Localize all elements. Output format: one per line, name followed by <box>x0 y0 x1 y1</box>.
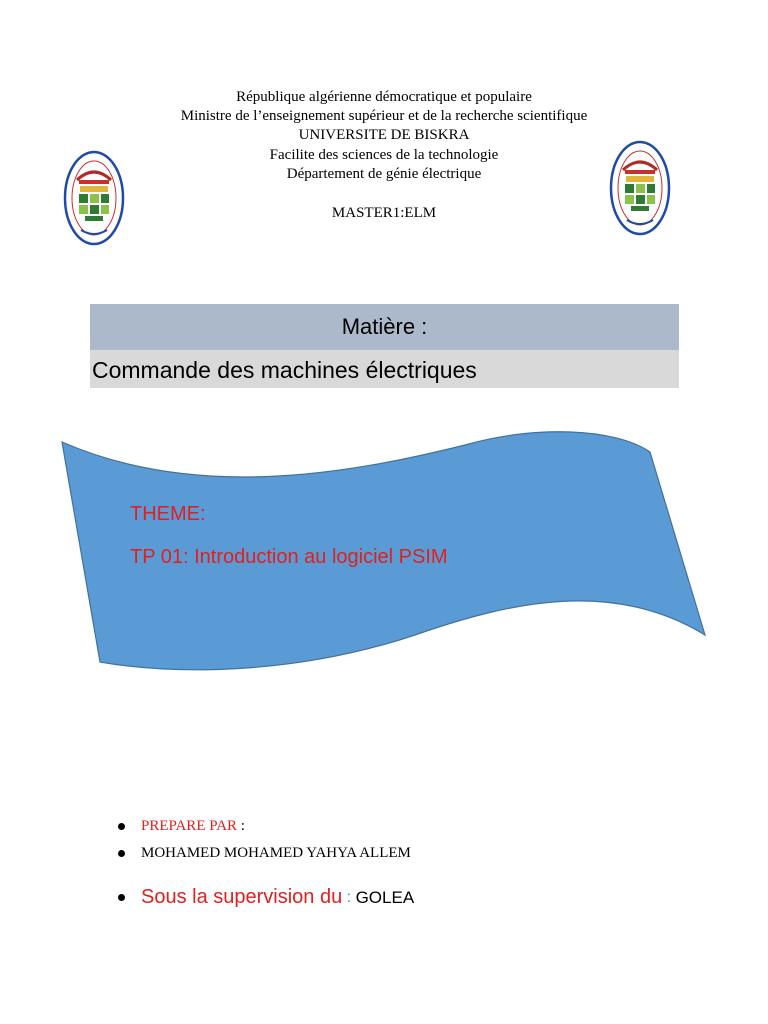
prepared-by-item <box>118 818 245 835</box>
header-level: MASTER1:ELM <box>331 205 437 221</box>
supervision-colon: : <box>342 888 356 906</box>
theme-title: TP 01: Introduction au logiciel PSIM <box>130 546 448 568</box>
header-faculty: Facilite des sciences de la technologie <box>269 147 499 163</box>
supervisor-name: GOLEA <box>355 887 415 907</box>
university-seal-icon <box>609 140 671 236</box>
theme-label: THEME: <box>130 503 206 525</box>
university-seal-icon <box>63 150 125 246</box>
header-university: UNIVERSITE DE BISKRA <box>298 127 470 143</box>
supervision-label: Sous la supervision du <box>141 886 343 908</box>
student-name: MOHAMED MOHAMED YAHYA ALLEM <box>141 845 411 861</box>
header-ministry: Ministre de l’enseignement supérieur et de la recherche scientifique <box>180 108 588 124</box>
student-item <box>118 845 411 862</box>
header-department: Département de génie électrique <box>286 166 482 182</box>
prepared-colon: : <box>237 818 245 834</box>
header-republic: République algérienne démocratique et populaire <box>236 89 532 105</box>
bullet-icon <box>118 850 125 857</box>
subject-name: Commande des machines électriques <box>90 350 679 388</box>
supervision-item <box>118 886 414 909</box>
bullet-icon <box>118 894 125 901</box>
subject-box <box>90 304 679 388</box>
subject-label: Matière : <box>90 304 679 350</box>
prepared-label: PREPARE PAR <box>141 818 238 834</box>
bullet-icon <box>118 823 125 830</box>
